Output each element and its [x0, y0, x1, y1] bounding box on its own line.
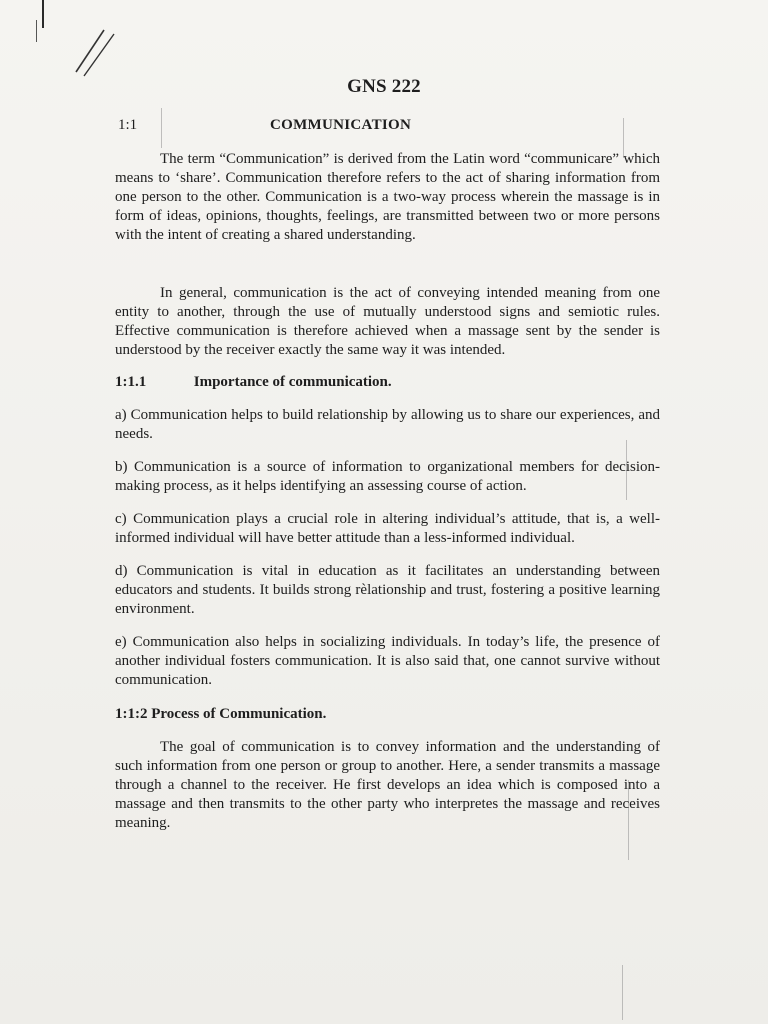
- importance-item-d: d) Communication is vital in education as it facilitates an understanding between educators and students. It builds strong rèlationship and trust, fostering a positive learning environment.: [115, 563, 660, 617]
- scan-edge-mark: [42, 0, 44, 28]
- course-code-title: GNS 222: [347, 76, 421, 97]
- section-title: COMMUNICATION: [270, 117, 412, 133]
- importance-heading-title: Importance of communication.: [193, 374, 392, 390]
- importance-item-e: e) Communication also helps in socializing individuals. In today’s life, the presence of another individual fosters communication. It is also said that, one cannot survive without communication.: [115, 634, 660, 688]
- importance-item-c: c) Communication plays a crucial role in altering individual’s attitude, that is, a well-informed individual will have better attitude than a less-informed individual.: [115, 511, 660, 546]
- handwritten-slash-mark: [70, 20, 120, 80]
- binding-crease-line: [622, 965, 623, 1020]
- importance-heading: [115, 374, 392, 391]
- process-paragraph: The goal of communication is to convey information and the understanding of such information from one person or group to another. Here, a sender transmits a massage through a channel to the receiver. He first develops an idea which is composed into a massage and then transmits to the other party who interpretes the massage and receives meaning.: [115, 739, 660, 831]
- scan-edge-mark-secondary: [36, 20, 37, 42]
- binding-crease-line: [161, 108, 162, 148]
- importance-item-a: a) Communication helps to build relationship by allowing us to share our experiences, and needs.: [115, 407, 660, 442]
- process-heading: 1:1:2 Process of Communication.: [115, 706, 327, 722]
- section-number: 1:1: [118, 117, 138, 133]
- importance-heading-number: 1:1.1: [115, 374, 147, 390]
- importance-item-b: b) Communication is a source of information to organizational members for decision- making process, as it helps identifying an assessing course of action.: [115, 459, 660, 494]
- definition-paragraph: The term “Communication” is derived from the Latin word “communicare” which means to ‘share’. Communication therefore refers to the act of sharing information from one person to the other. Communication is a two-way process wherein the massage is in form of ideas, opinions, thoughts, feelings, are transmitted between two or more persons with the intent of creating a shared understanding.: [115, 151, 660, 243]
- general-paragraph: In general, communication is the act of conveying intended meaning from one entity to another, through the use of mutually understood signs and semiotic rules. Effective communication is therefore achieved when a massage sent by the sender is understood by the receiver exactly the same way it was intended.: [115, 285, 660, 358]
